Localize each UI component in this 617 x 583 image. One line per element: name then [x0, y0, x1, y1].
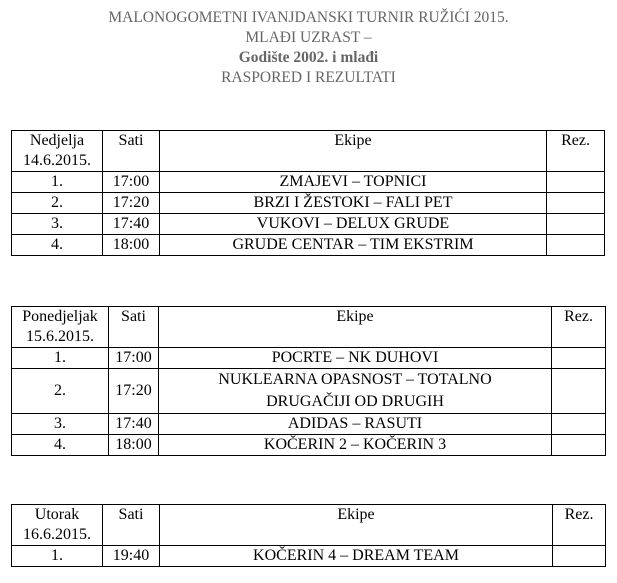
day-date: 14.6.2015. [23, 152, 91, 169]
match-number: 2. [12, 369, 109, 414]
match-number: 3. [12, 214, 103, 235]
match-time: 19:40 [103, 546, 160, 567]
birth-year-label: Godište 2002. i mlađi [238, 49, 379, 66]
match-number: 4. [12, 435, 109, 456]
teams-header: Ekipe [160, 131, 547, 172]
result-header: Rez. [552, 307, 606, 348]
match-number: 3. [12, 414, 109, 435]
day-name: Utorak [34, 506, 80, 523]
match-result [547, 172, 605, 193]
schedule-table-tuesday [11, 504, 606, 567]
match-time: 17:20 [103, 193, 160, 214]
match-result [553, 546, 606, 567]
match-teams: GRUDE CENTAR – TIM EKSTRIM [160, 235, 547, 256]
match-result [552, 414, 606, 435]
match-row [12, 546, 606, 567]
day-date-header [12, 505, 103, 546]
age-group-label: MLAĐI UZRAST – [245, 29, 372, 46]
teams-header: Ekipe [159, 307, 552, 348]
match-row [12, 193, 605, 214]
schedule-table-sunday [11, 130, 605, 256]
match-time: 17:00 [109, 348, 159, 369]
tournament-title: MALONOGOMETNI IVANJDANSKI TURNIR RUŽIĆI 2015. [108, 9, 509, 26]
day-name: Nedjelja [29, 132, 85, 149]
time-header: Sati [103, 505, 160, 546]
match-row [12, 235, 605, 256]
match-row [12, 214, 605, 235]
table-header-row [12, 131, 605, 172]
match-result [552, 369, 606, 414]
match-time: 17:40 [103, 214, 160, 235]
schedule-results-label: RASPORED I REZULTATI [221, 69, 396, 86]
table-header-row [12, 505, 606, 546]
match-time: 18:00 [103, 235, 160, 256]
match-teams: KOČERIN 2 – KOČERIN 3 [159, 435, 552, 456]
document-header [0, 8, 617, 88]
time-header: Sati [103, 131, 160, 172]
match-number: 1. [12, 172, 103, 193]
match-number: 1. [12, 546, 103, 567]
day-name: Ponedjeljak [22, 308, 98, 325]
day-date-header [12, 131, 103, 172]
match-result [552, 348, 606, 369]
result-header: Rez. [553, 505, 606, 546]
table-header-row [12, 307, 606, 348]
match-number: 1. [12, 348, 109, 369]
match-time: 18:00 [109, 435, 159, 456]
match-row [12, 414, 606, 435]
match-teams: BRZI I ŽESTOKI – FALI PET [160, 193, 547, 214]
match-row [12, 348, 606, 369]
match-row [12, 435, 606, 456]
match-teams [159, 369, 552, 414]
day-date: 16.6.2015. [23, 526, 91, 543]
match-number: 2. [12, 193, 103, 214]
match-time: 17:00 [103, 172, 160, 193]
match-result [547, 214, 605, 235]
match-teams: ZMAJEVI – TOPNICI [160, 172, 547, 193]
schedule-table-monday [11, 306, 606, 456]
match-row [12, 369, 606, 414]
result-header: Rez. [547, 131, 605, 172]
match-teams: VUKOVI – DELUX GRUDE [160, 214, 547, 235]
match-teams-line: DRUGAČIJI OD DRUGIH [266, 393, 444, 410]
match-result [547, 235, 605, 256]
day-date-header [12, 307, 109, 348]
match-teams: POCRTE – NK DUHOVI [159, 348, 552, 369]
match-teams: KOČERIN 4 – DREAM TEAM [160, 546, 553, 567]
match-result [547, 193, 605, 214]
match-teams-line: NUKLEARNA OPASNOST – TOTALNO [218, 371, 492, 388]
match-time: 17:40 [109, 414, 159, 435]
match-result [552, 435, 606, 456]
match-row [12, 172, 605, 193]
teams-header: Ekipe [160, 505, 553, 546]
match-time: 17:20 [109, 369, 159, 414]
day-date: 15.6.2015. [26, 328, 94, 345]
match-number: 4. [12, 235, 103, 256]
match-teams: ADIDAS – RASUTI [159, 414, 552, 435]
time-header: Sati [109, 307, 159, 348]
